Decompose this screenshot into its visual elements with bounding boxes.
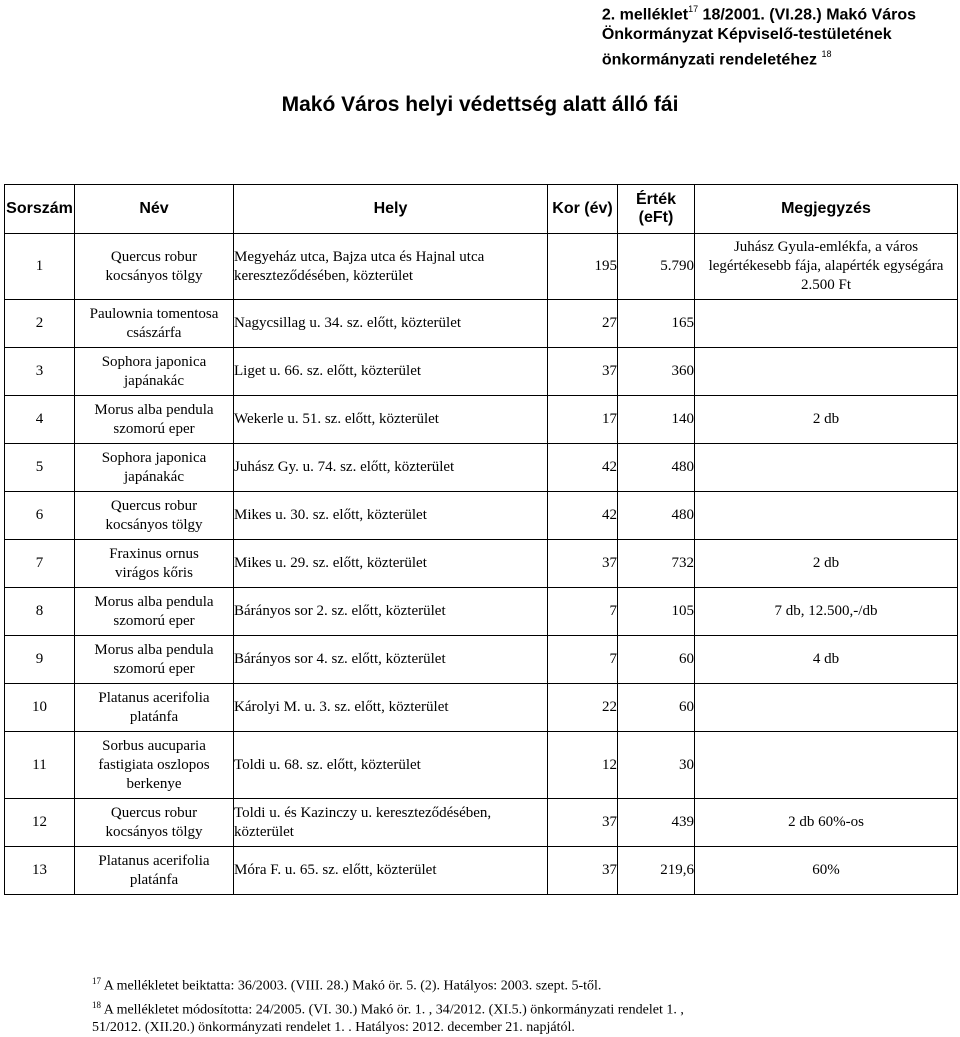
- tree-name: [75, 396, 234, 444]
- tree-value: 219,6: [618, 847, 695, 895]
- tree-note: 60%: [695, 847, 958, 895]
- footnote-17: [92, 972, 912, 996]
- latin-name: Sorbus aucuparia: [102, 737, 206, 754]
- tree-name: [75, 684, 234, 732]
- tree-note: [695, 444, 958, 492]
- hungarian-name: kocsányos tölgy: [105, 823, 203, 840]
- table-header-row: [5, 185, 958, 234]
- annex-reference: 18/2001. (VI.28.) Makó Város: [698, 6, 916, 24]
- tree-place: Károlyi M. u. 3. sz. előtt, közterület: [234, 684, 548, 732]
- hungarian-name: kocsányos tölgy: [105, 267, 203, 284]
- tree-name: [75, 732, 234, 799]
- tree-name: [75, 540, 234, 588]
- tree-note: 4 db: [695, 636, 958, 684]
- tree-place: Mikes u. 29. sz. előtt, közterület: [234, 540, 548, 588]
- latin-name: Sophora japonica: [101, 449, 207, 466]
- latin-name: Platanus acerifolia: [98, 852, 210, 869]
- tree-place: Bárányos sor 4. sz. előtt, közterület: [234, 636, 548, 684]
- latin-name: Morus alba pendula: [94, 401, 214, 418]
- annex-label: 2. melléklet: [601, 6, 689, 24]
- table-row: [5, 540, 958, 588]
- row-number: 5: [5, 444, 75, 492]
- tree-value: 480: [618, 444, 695, 492]
- tree-age: 12: [548, 732, 618, 799]
- tree-name: [75, 348, 234, 396]
- tree-note: Juhász Gyula-emlékfa, a város legértékesebb fája, alapérték egységára 2.500 Ft: [695, 234, 958, 300]
- latin-name: Morus alba pendula: [94, 593, 214, 610]
- row-number: 7: [5, 540, 75, 588]
- latin-name: Platanus acerifolia: [98, 689, 210, 706]
- footnotes: [92, 972, 912, 1037]
- hungarian-name: szomorú eper: [113, 420, 195, 437]
- tree-name: [75, 234, 234, 300]
- protected-trees-table: [4, 184, 958, 895]
- tree-age: 27: [548, 300, 618, 348]
- tree-place: Nagycsillag u. 34. sz. előtt, közterület: [234, 300, 548, 348]
- latin-name: Morus alba pendula: [94, 641, 214, 658]
- footnote-ref-18: 18: [821, 49, 832, 60]
- row-number: 4: [5, 396, 75, 444]
- table-row: [5, 300, 958, 348]
- tree-age: 37: [548, 799, 618, 847]
- hungarian-name: japánakác: [124, 372, 184, 389]
- column-header-value: Érték (eFt): [618, 185, 695, 234]
- header-line-3-text: önkormányzati rendeletéhez: [601, 51, 817, 69]
- table-row: [5, 234, 958, 300]
- tree-age: 42: [548, 444, 618, 492]
- table-row: [5, 799, 958, 847]
- tree-age: 22: [548, 684, 618, 732]
- tree-value: 360: [618, 348, 695, 396]
- tree-age: 17: [548, 396, 618, 444]
- tree-note: [695, 492, 958, 540]
- tree-value: 60: [618, 684, 695, 732]
- row-number: 2: [5, 300, 75, 348]
- row-number: 13: [5, 847, 75, 895]
- row-number: 12: [5, 799, 75, 847]
- tree-note: 2 db: [695, 540, 958, 588]
- footnote-text: 51/2012. (XII.20.) önkormányzati rendelet 1. . Hatályos: 2012. december 21. napjától.: [92, 1020, 575, 1036]
- tree-note: 7 db, 12.500,-/db: [695, 588, 958, 636]
- row-number: 8: [5, 588, 75, 636]
- latin-name: Sophora japonica: [101, 353, 207, 370]
- footnote-text: A mellékletet beiktatta: 36/2003. (VIII. 28.) Makó ör. 5. (2). Hatályos: 2003. szept. 5-től.: [101, 978, 602, 994]
- hungarian-name: platánfa: [129, 708, 179, 725]
- tree-name: [75, 847, 234, 895]
- hungarian-name: szomorú eper: [113, 660, 195, 677]
- hungarian-name: japánakác: [124, 468, 184, 485]
- tree-age: 42: [548, 492, 618, 540]
- tree-name: [75, 588, 234, 636]
- column-header-note: Megjegyzés: [695, 185, 958, 234]
- header-line-3: [602, 45, 916, 70]
- tree-value: 480: [618, 492, 695, 540]
- table-row: [5, 492, 958, 540]
- tree-name: [75, 799, 234, 847]
- table-row: [5, 348, 958, 396]
- tree-value: 30: [618, 732, 695, 799]
- table-row: [5, 684, 958, 732]
- hungarian-name: platánfa: [129, 871, 179, 888]
- tree-value: 732: [618, 540, 695, 588]
- tree-place: Liget u. 66. sz. előtt, közterület: [234, 348, 548, 396]
- tree-note: 2 db: [695, 396, 958, 444]
- tree-name: [75, 300, 234, 348]
- tree-age: 37: [548, 348, 618, 396]
- hungarian-name: kocsányos tölgy: [105, 516, 203, 533]
- tree-place: Wekerle u. 51. sz. előtt, közterület: [234, 396, 548, 444]
- tree-place: Mikes u. 30. sz. előtt, közterület: [234, 492, 548, 540]
- tree-name: [75, 636, 234, 684]
- tree-age: 37: [548, 540, 618, 588]
- footnote-18-continued: [92, 1019, 912, 1037]
- tree-value: 105: [618, 588, 695, 636]
- table-row: [5, 444, 958, 492]
- document-header: [602, 0, 916, 71]
- tree-place: Móra F. u. 65. sz. előtt, közterület: [234, 847, 548, 895]
- row-number: 10: [5, 684, 75, 732]
- hungarian-name: fastigiata oszlopos berkenye: [98, 756, 210, 792]
- latin-name: Quercus robur: [110, 804, 198, 821]
- latin-name: Quercus robur: [110, 248, 198, 265]
- tree-name: [75, 444, 234, 492]
- tree-value: 5.790: [618, 234, 695, 300]
- table-row: [5, 732, 958, 799]
- tree-note: 2 db 60%-os: [695, 799, 958, 847]
- header-line-1: [602, 0, 916, 25]
- latin-name: Quercus robur: [110, 497, 198, 514]
- tree-value: 60: [618, 636, 695, 684]
- tree-age: 37: [548, 847, 618, 895]
- tree-value: 439: [618, 799, 695, 847]
- tree-value: 140: [618, 396, 695, 444]
- footnote-mark: 18: [92, 999, 101, 1010]
- tree-place: Toldi u. 68. sz. előtt, közterület: [234, 732, 548, 799]
- column-header-place: Hely: [234, 185, 548, 234]
- footnote-18: [92, 996, 912, 1020]
- row-number: 11: [5, 732, 75, 799]
- column-header-name: Név: [75, 185, 234, 234]
- header-line-2: Önkormányzat Képviselő-testületének: [601, 26, 892, 44]
- footnote-mark: 17: [92, 976, 101, 986]
- hungarian-name: virágos kőris: [115, 564, 193, 581]
- table-row: [5, 588, 958, 636]
- tree-age: 7: [548, 636, 618, 684]
- row-number: 3: [5, 348, 75, 396]
- latin-name: Paulownia tomentosa: [89, 305, 219, 322]
- tree-place: Megyeház utca, Bajza utca és Hajnal utca kereszteződésében, közterület: [234, 234, 548, 300]
- hungarian-name: szomorú eper: [113, 612, 195, 629]
- footnote-text: A mellékletet módosította: 24/2005. (VI. 30.) Makó ör. 1. , 34/2012. (XI.5.) önkormányzati rendelet 1. ,: [101, 1002, 684, 1018]
- footnote-ref-17: 17: [688, 4, 699, 14]
- tree-age: 7: [548, 588, 618, 636]
- column-header-age: Kor (év): [548, 185, 618, 234]
- table-row: [5, 847, 958, 895]
- tree-place: Toldi u. és Kazinczy u. kereszteződésében, közterület: [234, 799, 548, 847]
- hungarian-name: császárfa: [126, 324, 182, 341]
- tree-age: 195: [548, 234, 618, 300]
- tree-place: Bárányos sor 2. sz. előtt, közterület: [234, 588, 548, 636]
- row-number: 9: [5, 636, 75, 684]
- tree-note: [695, 300, 958, 348]
- table-row: [5, 396, 958, 444]
- row-number: 6: [5, 492, 75, 540]
- tree-note: [695, 732, 958, 799]
- row-number: 1: [5, 234, 75, 300]
- tree-value: 165: [618, 300, 695, 348]
- tree-note: [695, 684, 958, 732]
- tree-note: [695, 348, 958, 396]
- tree-name: [75, 492, 234, 540]
- column-header-number: Sorszám: [5, 185, 75, 234]
- tree-place: Juhász Gy. u. 74. sz. előtt, közterület: [234, 444, 548, 492]
- table-row: [5, 636, 958, 684]
- latin-name: Fraxinus ornus: [109, 545, 199, 562]
- page-title: Makó Város helyi védettség alatt álló fái: [281, 93, 679, 116]
